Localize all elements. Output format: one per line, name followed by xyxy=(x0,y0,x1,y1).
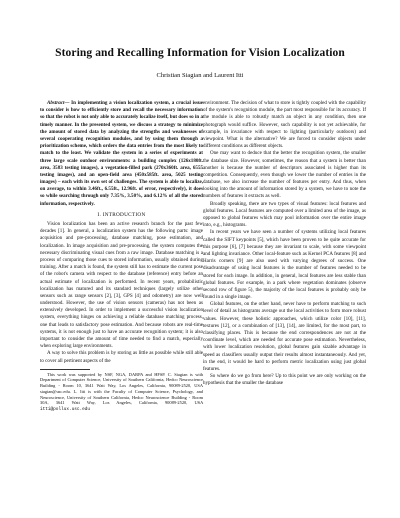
left-column xyxy=(40,100,203,413)
footnote-email: itti@pollux.usc.edu xyxy=(40,406,91,412)
body-paragraph-4: In recent years we have seen a number of systems utilizing local features called the SIFT keypoints [5], which have been proven to be quite accurate for this purpose [6], [7] because they are invariant to scale, with some viewpoint and lighting invariance. Other local-feature such as Kernel PCA features [8] and Harris corners [9] are also used with varying degrees of success. One disadvantage of using local features is the number of features needed to be stored for each image. In addition, in general, local features are less stable than global features. For example, in a park where vegetation dominates (observe second row of figure 5), the majority of the local features is probably only be found in a single image. xyxy=(203,229,366,301)
footnote-divider xyxy=(40,369,90,370)
right-column xyxy=(203,100,366,388)
abstract xyxy=(40,100,203,208)
intro-paragraph-1: Vision localization has been an active research branch for the past few decades [1]. In general, a localization system has the following parts: image acquisition and pre-processing, database matching, pose estimation, and localization. In image acquisition and pre-processing, the system computes the necessary discriminating visual cues from a raw image. Database matching is a process of comparing those cues to stored information, usually obtained during training. After a match is found, the system still has to estimate the current pose of the robot's camera with respect to the database (reference) entry before an actual estimate of localization is performed. In recent years, probabilistic localization has matured and its standard techniques (largely utilize other sensors such as range sensors [2], [3], GPS [4] and odometry) are now well understood. However, the use of vision sensors (cameras) has not been as extensively developed. In order to implement a successful vision localization system, everything hinges on achieving a reliable database matching process, one that leads to satisfactory pose estimation. And because robots are real-time systems, it is not enough just to have an accurate recognition system; it is also important to consider the amount of time needed to find a match, especially when exploring large environments. xyxy=(40,221,203,350)
paper-title: Storing and Recalling Information for Vision Localization xyxy=(55,47,345,59)
body-paragraph-3: Broadly speaking, there are two types of visual features: local features and global features. Local features are computed over a limited area of the image, as opposed to global features which may pool information over the entire image into, e.g., histograms. xyxy=(203,200,366,229)
body-paragraph-5: Global features, on the other hand, never have to perform matching to such level of detail as histograms average out the local activities to form more robust values. However, these holistic approaches, which utilize color [10], [11], textures [12], or a combination of [13], [14], are limited, for the most part, to classifying places. This is because the end correspondences are not at the coordinate level, which are needed for accurate pose estimation. Nevertheless, with lower localization resolution, global features gain sizable advantage in speed as classifiers usually output their results almost instantaneously. And yet, in the end, it would be hard to perform metric localization using just global features. xyxy=(203,301,366,372)
body-paragraph-2: One may want to deduce that the better the recognition system, the smaller the database size. However, sometimes, the reason that a system is better than another is because the number of descriptors associated is higher than its competition. Consequently, even though we lower the number of entries in the database, we also increase the number of features per entry. And thus, when looking into the amount of information stored by a system, we have to note the numbers of features it extracts as well. xyxy=(203,150,366,200)
paper-authors: Christian Siagian and Laurent Itti xyxy=(156,72,244,79)
footnote xyxy=(40,372,203,413)
section-heading-introduction: I. INTRODUCTION xyxy=(97,211,146,218)
footnote-text: This work was supported by NSF, NGA, DARPA and HFSP. C. Siagian is with Department of Computer Science, University of Southern California, Hedco Neuroscience Building - Room 10, 3641 Watt Way, Los Angeles, California, 90089-2520, USA siagian@usc.edu. L. Itti is with the Faculty of Computer Science, Psychology, and Neuroscience, University of Southern California, Hedco Neuroscience Building - Room 30A, 3641 Watt Way, Los Angeles, California, 90089-2520, USA xyxy=(40,371,203,406)
body-paragraph-1: environment. The decision of what to store is tightly coupled with the capability of the system's recognition module, the part most responsible for its accuracy. If the module is able to robustly match an object in any condition, then one photograph would suffice. However, such capability is not yet achievable, for example, in invariance with respect to lighting (particularly outdoors) and viewpoint. What is the alternative? We are forced to consider objects under different conditions as different objects. xyxy=(203,100,366,150)
body-paragraph-6: So where do we go from here? Up to this point we are only working on the hypothesis that the smaller the database xyxy=(203,373,366,387)
abstract-text: — In implementing a vision localization system, a crucial issue to consider is how to efficiently store and recall the necessary information so that the robot is not only able to accurately localize itself, but does so in a timely manner. In the presented system, we discuss a strategy to minimize the amount of stored data by analyzing the strengths and weaknesses of several cooperating recognition modules, and by using them through a prioritization scheme, which orders the data entries from the most likely to match to the least. We validate the system in a series of experiments at three large scale outdoor environments: a building complex (126x180ft. area, 3583 testing images), a vegetation-filled park (270x360ft. area, 6555 testing images), and an open-field area (450x585ft. area, 5025 testing images) – each with its own set of challenges. The system is able to localize, on average, to within 3.46ft., 6.55ft., 12.96ft. of error, respectively), it does so while searching through only 7.35%, 3.50%, and 6.12% of all the stored information, respectively. xyxy=(40,100,203,207)
intro-paragraph-2: A way to solve this problem is by storing as little as possible while still able to cover all pertinent aspects of the xyxy=(40,350,203,364)
abstract-label: Abstract xyxy=(47,100,65,106)
